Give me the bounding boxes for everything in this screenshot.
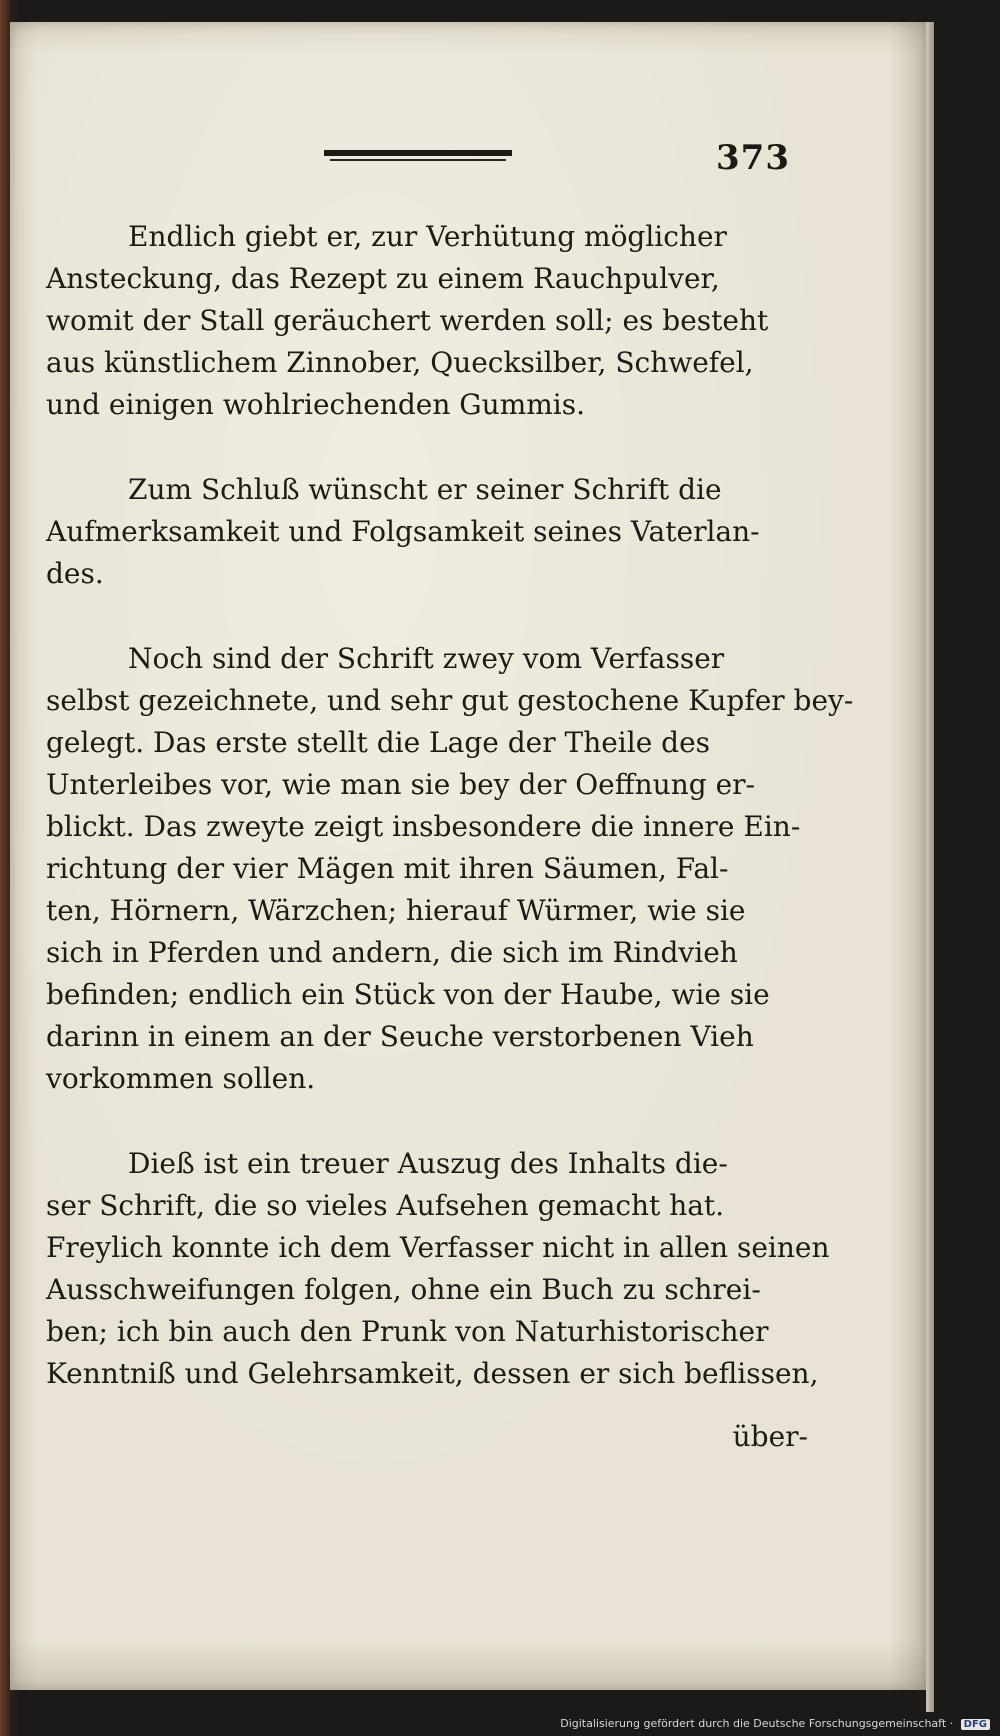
- text-line: gelegt. Das erste stellt die Lage der Theile des: [46, 726, 711, 759]
- header-rule-thin: [330, 159, 506, 161]
- text-line: und einigen wohlriechenden Gummis.: [46, 388, 586, 421]
- text-line: vorkommen sollen.: [46, 1062, 316, 1095]
- text-line: richtung der vier Mägen mit ihren Säumen, Fal-: [46, 852, 729, 885]
- header-rule: [324, 146, 512, 166]
- header-rule-thick: [324, 150, 512, 156]
- text-line: Noch sind der Schrift zwey vom Verfasser: [128, 642, 725, 675]
- text-line: sich in Pferden und andern, die sich im Rindvieh: [46, 936, 738, 969]
- text-line: des.: [46, 557, 104, 590]
- text-line: Dieß ist ein treuer Auszug des Inhalts die-: [128, 1147, 728, 1180]
- text-line: Ausschweifungen folgen, ohne ein Buch zu schrei-: [46, 1273, 761, 1306]
- footer-text: Digitalisierung gefördert durch die Deutsche Forschungsgemeinschaft ·: [560, 1717, 954, 1730]
- page-edge: [926, 22, 934, 1712]
- text-line: Unterleibes vor, wie man sie bey der Oeffnung er-: [46, 768, 755, 801]
- text-line: ben; ich bin auch den Prunk von Naturhistorischer: [46, 1315, 769, 1348]
- paragraph: [46, 216, 802, 426]
- paragraph: [46, 1143, 830, 1395]
- paragraph: [46, 638, 854, 1100]
- text-line: Kenntniß und Gelehrsamkeit, dessen er sich beflissen,: [46, 1357, 819, 1390]
- text-line: blickt. Das zweyte zeigt insbesondere die innere Ein-: [46, 810, 801, 843]
- text-line: Ansteckung, das Rezept zu einem Rauchpulver,: [46, 262, 720, 295]
- paragraph: [46, 469, 802, 595]
- book-spine: [0, 0, 10, 1736]
- page-number: 373: [716, 138, 790, 178]
- text-line: aus künstlichem Zinnober, Quecksilber, Schwefel,: [46, 346, 754, 379]
- text-line: ser Schrift, die so vieles Aufsehen gemacht hat.: [46, 1189, 725, 1222]
- catchword: über‑: [732, 1420, 808, 1453]
- text-line: ten, Hörnern, Wärzchen; hierauf Würmer, wie sie: [46, 894, 746, 927]
- digitization-footer: [560, 1717, 990, 1730]
- text-line: selbst gezeichnete, und sehr gut gestochene Kupfer bey-: [46, 684, 854, 717]
- text-line: womit der Stall geräuchert werden soll; es besteht: [46, 304, 769, 337]
- dfg-logo: DFG: [961, 1719, 990, 1730]
- body-text: [46, 216, 854, 1438]
- text-line: Aufmerksamkeit und Folgsamkeit seines Vaterlan-: [46, 515, 760, 548]
- text-line: Zum Schluß wünscht er seiner Schrift die: [128, 473, 722, 506]
- text-line: darinn in einem an der Seuche verstorbenen Vieh: [46, 1020, 754, 1053]
- text-line: Freylich konnte ich dem Verfasser nicht in allen seinen: [46, 1231, 830, 1264]
- text-line: befinden; endlich ein Stück von der Haube, wie sie: [46, 978, 770, 1011]
- text-line: Endlich giebt er, zur Verhütung möglicher: [128, 220, 727, 253]
